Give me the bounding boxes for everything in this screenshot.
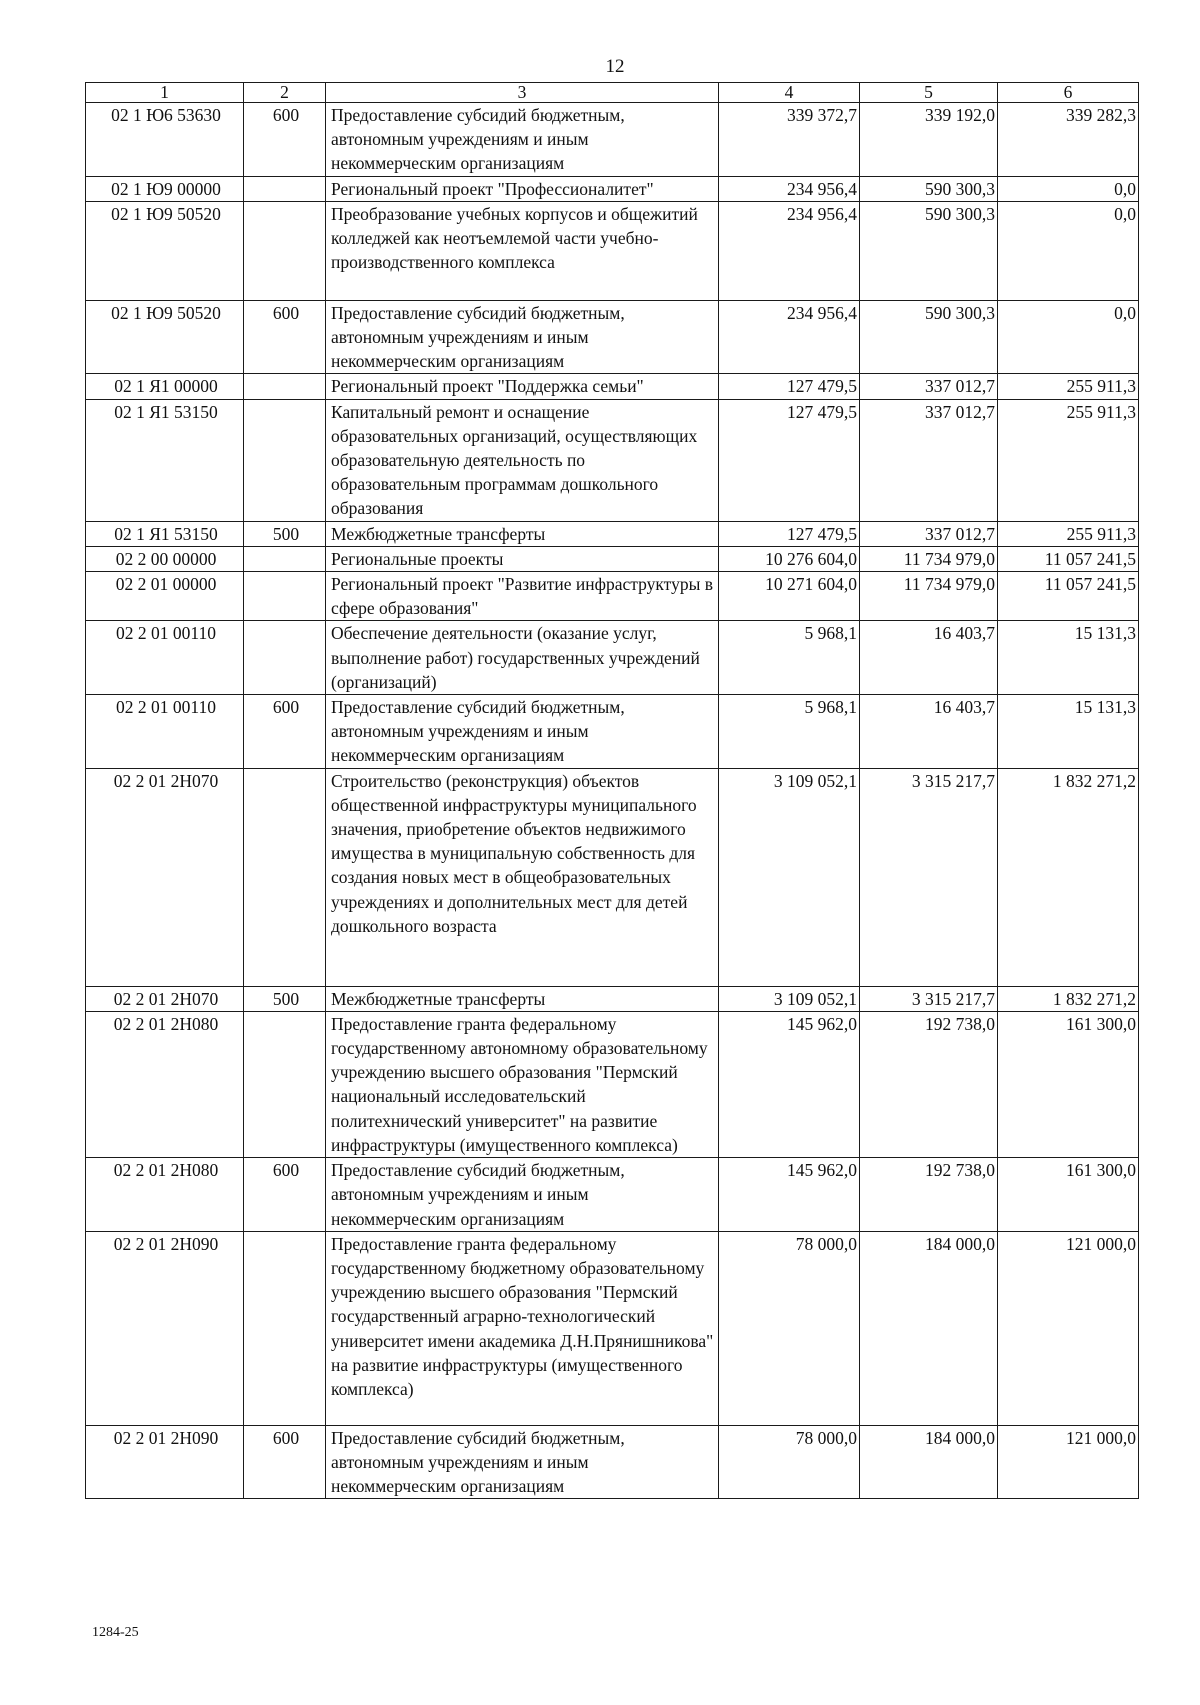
row-name: Региональный проект "Профессионалитет": [326, 176, 719, 201]
row-name: Региональный проект "Поддержка семьи": [326, 374, 719, 399]
row-vr: [244, 399, 326, 521]
row-value-1: 10 271 604,0: [719, 572, 860, 621]
row-code: 02 2 01 00110: [86, 621, 244, 695]
row-value-2: 192 738,0: [860, 1158, 998, 1232]
header-col-1: 1: [86, 83, 244, 103]
header-col-3: 3: [326, 83, 719, 103]
row-value-1: 127 479,5: [719, 399, 860, 521]
row-value-2: 337 012,7: [860, 399, 998, 521]
row-vr: 500: [244, 521, 326, 546]
row-value-1: 5 968,1: [719, 621, 860, 695]
row-value-2: 192 738,0: [860, 1011, 998, 1157]
row-value-2: 590 300,3: [860, 300, 998, 374]
row-value-3: 121 000,0: [998, 1231, 1139, 1425]
page-number: 12: [605, 56, 625, 77]
row-code: 02 2 00 00000: [86, 546, 244, 571]
row-value-1: 339 372,7: [719, 103, 860, 177]
row-value-2: 337 012,7: [860, 374, 998, 399]
row-value-3: 255 911,3: [998, 399, 1139, 521]
row-value-1: 234 956,4: [719, 201, 860, 300]
row-code: 02 1 Ю9 50520: [86, 300, 244, 374]
table-row: [86, 201, 1139, 300]
row-value-1: 3 109 052,1: [719, 986, 860, 1011]
table-row: [86, 986, 1139, 1011]
row-name: Обеспечение деятельности (оказание услуг, выполнение работ) государственных учреждений (организаций): [326, 621, 719, 695]
row-value-2: 184 000,0: [860, 1231, 998, 1425]
row-value-2: 11 734 979,0: [860, 572, 998, 621]
row-name: Предоставление субсидий бюджетным, автономным учреждениям и иным некоммерческим организациям: [326, 103, 719, 177]
row-vr: 600: [244, 300, 326, 374]
row-value-3: 255 911,3: [998, 374, 1139, 399]
row-vr: [244, 546, 326, 571]
row-vr: [244, 621, 326, 695]
row-value-3: 339 282,3: [998, 103, 1139, 177]
table-row: [86, 1158, 1139, 1232]
table-header-row: [86, 83, 1139, 103]
row-value-3: 11 057 241,5: [998, 546, 1139, 571]
row-value-1: 78 000,0: [719, 1425, 860, 1499]
row-code: 02 1 Ю6 53630: [86, 103, 244, 177]
header-col-4: 4: [719, 83, 860, 103]
row-value-1: 234 956,4: [719, 300, 860, 374]
row-name: Преобразование учебных корпусов и общежитий колледжей как неотъемлемой части учебно-производственного комплекса: [326, 201, 719, 300]
row-value-3: 255 911,3: [998, 521, 1139, 546]
row-value-1: 145 962,0: [719, 1158, 860, 1232]
row-vr: 600: [244, 1425, 326, 1499]
row-name: Предоставление субсидий бюджетным, автономным учреждениям и иным некоммерческим организациям: [326, 1158, 719, 1232]
table-row: [86, 374, 1139, 399]
row-value-1: 5 968,1: [719, 695, 860, 769]
row-name: Региональный проект "Развитие инфраструктуры в сфере образования": [326, 572, 719, 621]
row-name: Предоставление субсидий бюджетным, автономным учреждениям и иным некоммерческим организациям: [326, 695, 719, 769]
row-vr: [244, 572, 326, 621]
row-value-1: 3 109 052,1: [719, 768, 860, 986]
table-row: [86, 521, 1139, 546]
header-col-2: 2: [244, 83, 326, 103]
row-value-3: 0,0: [998, 300, 1139, 374]
row-vr: 500: [244, 986, 326, 1011]
table-row: [86, 768, 1139, 986]
row-vr: [244, 374, 326, 399]
budget-table: [85, 82, 1139, 1499]
row-code: 02 2 01 2Н090: [86, 1231, 244, 1425]
row-name: Межбюджетные трансферты: [326, 521, 719, 546]
row-name: Предоставление субсидий бюджетным, автономным учреждениям и иным некоммерческим организациям: [326, 1425, 719, 1499]
row-value-2: 3 315 217,7: [860, 986, 998, 1011]
row-value-2: 339 192,0: [860, 103, 998, 177]
header-col-5: 5: [860, 83, 998, 103]
row-value-1: 10 276 604,0: [719, 546, 860, 571]
table-row: [86, 1011, 1139, 1157]
row-value-3: 161 300,0: [998, 1158, 1139, 1232]
row-name: Предоставление гранта федеральному государственному бюджетному образовательному учреждению высшего образования "Пермский государственный аграрно-технологический университет имени академика Д.Н.Прянишникова" на развитие инфраструктуры (имущественного комплекса): [326, 1231, 719, 1425]
row-code: 02 1 Я1 00000: [86, 374, 244, 399]
table-row: [86, 176, 1139, 201]
row-name: Строительство (реконструкция) объектов общественной инфраструктуры муниципального значения, приобретение объектов недвижимого имущества в муниципальную собственность для создания новых мест в общеобразовательных учреждениях и дополнительных мест для детей дошкольного возраста: [326, 768, 719, 986]
row-value-2: 11 734 979,0: [860, 546, 998, 571]
row-name: Капитальный ремонт и оснащение образовательных организаций, осуществляющих образовательную деятельность по образовательным программам дошкольного образования: [326, 399, 719, 521]
row-value-3: 15 131,3: [998, 695, 1139, 769]
table-row: [86, 572, 1139, 621]
row-code: 02 2 01 2Н070: [86, 768, 244, 986]
row-code: 02 1 Я1 53150: [86, 399, 244, 521]
row-value-2: 590 300,3: [860, 176, 998, 201]
row-value-2: 3 315 217,7: [860, 768, 998, 986]
row-vr: 600: [244, 1158, 326, 1232]
table-row: [86, 1425, 1139, 1499]
row-code: 02 2 01 00000: [86, 572, 244, 621]
row-value-1: 234 956,4: [719, 176, 860, 201]
header-col-6: 6: [998, 83, 1139, 103]
row-name: Межбюджетные трансферты: [326, 986, 719, 1011]
row-vr: [244, 1011, 326, 1157]
row-vr: [244, 768, 326, 986]
row-value-3: 0,0: [998, 176, 1139, 201]
row-value-1: 145 962,0: [719, 1011, 860, 1157]
row-value-2: 184 000,0: [860, 1425, 998, 1499]
row-code: 02 2 01 2Н070: [86, 986, 244, 1011]
table-row: [86, 103, 1139, 177]
row-value-1: 78 000,0: [719, 1231, 860, 1425]
row-value-3: 121 000,0: [998, 1425, 1139, 1499]
table-row: [86, 621, 1139, 695]
row-code: 02 1 Я1 53150: [86, 521, 244, 546]
row-value-3: 1 832 271,2: [998, 986, 1139, 1011]
table-row: [86, 546, 1139, 571]
row-value-3: 11 057 241,5: [998, 572, 1139, 621]
document-code: 1284-25: [92, 1625, 139, 1640]
row-code: 02 2 01 00110: [86, 695, 244, 769]
row-vr: 600: [244, 695, 326, 769]
row-name: Региональные проекты: [326, 546, 719, 571]
table-row: [86, 695, 1139, 769]
row-vr: 600: [244, 103, 326, 177]
row-code: 02 1 Ю9 50520: [86, 201, 244, 300]
row-vr: [244, 1231, 326, 1425]
row-value-2: 337 012,7: [860, 521, 998, 546]
table-row: [86, 300, 1139, 374]
row-name: Предоставление гранта федеральному государственному автономному образовательному учреждению высшего образования "Пермский национальный исследовательский политехнический университет" на развитие инфраструктуры (имущественного комплекса): [326, 1011, 719, 1157]
row-value-3: 15 131,3: [998, 621, 1139, 695]
row-vr: [244, 201, 326, 300]
row-code: 02 2 01 2Н080: [86, 1158, 244, 1232]
row-code: 02 1 Ю9 00000: [86, 176, 244, 201]
row-code: 02 2 01 2Н090: [86, 1425, 244, 1499]
row-code: 02 2 01 2Н080: [86, 1011, 244, 1157]
row-value-2: 590 300,3: [860, 201, 998, 300]
row-value-1: 127 479,5: [719, 521, 860, 546]
row-vr: [244, 176, 326, 201]
table-row: [86, 1231, 1139, 1425]
row-value-2: 16 403,7: [860, 695, 998, 769]
row-value-2: 16 403,7: [860, 621, 998, 695]
row-value-1: 127 479,5: [719, 374, 860, 399]
row-name: Предоставление субсидий бюджетным, автономным учреждениям и иным некоммерческим организациям: [326, 300, 719, 374]
table-row: [86, 399, 1139, 521]
row-value-3: 161 300,0: [998, 1011, 1139, 1157]
row-value-3: 0,0: [998, 201, 1139, 300]
row-value-3: 1 832 271,2: [998, 768, 1139, 986]
